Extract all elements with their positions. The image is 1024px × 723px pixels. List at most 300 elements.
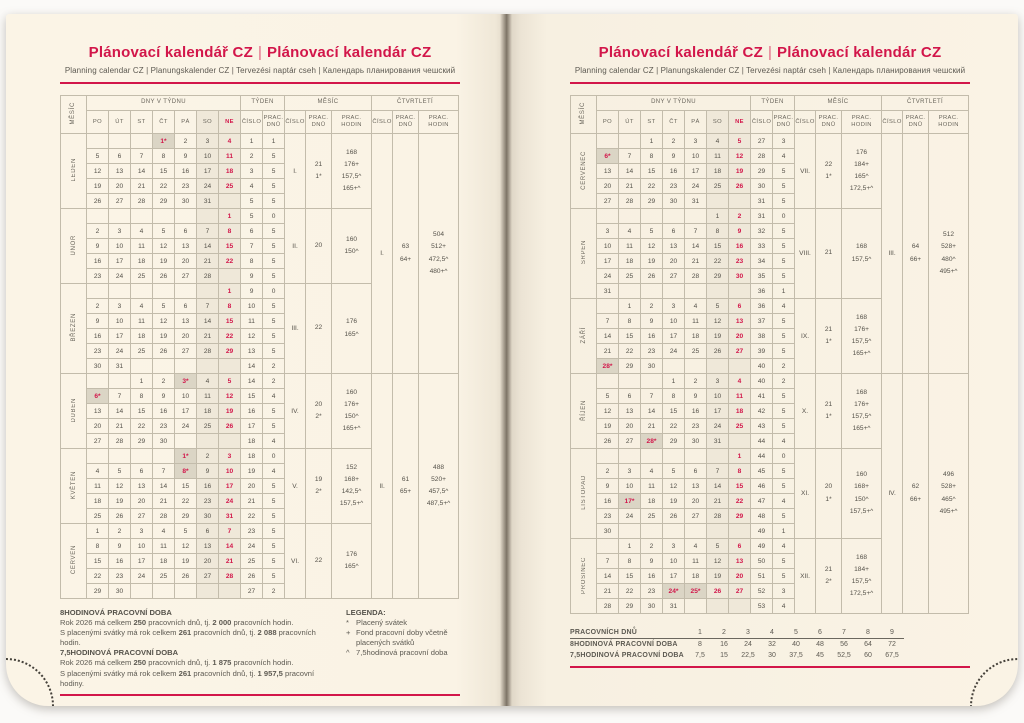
week-number: 37 bbox=[751, 314, 773, 329]
day-cell bbox=[729, 524, 751, 539]
week-workdays: 5 bbox=[263, 554, 285, 569]
day-cell: 7 bbox=[685, 224, 707, 239]
day-cell: 25 bbox=[619, 269, 641, 284]
week-workdays: 4 bbox=[773, 149, 795, 164]
day-cell: 13 bbox=[729, 554, 751, 569]
month-hours: 160 176+ 150^ 165+^ bbox=[332, 374, 372, 449]
week-number: 41 bbox=[751, 389, 773, 404]
day-of-week-header: NE bbox=[729, 111, 751, 134]
week-workdays: 2 bbox=[263, 584, 285, 599]
day-cell: 22 bbox=[619, 584, 641, 599]
day-cell: 6 bbox=[109, 149, 131, 164]
month-name: KVĚTEN bbox=[61, 449, 87, 524]
day-cell: 17 bbox=[109, 329, 131, 344]
day-cell: 23 bbox=[729, 254, 751, 269]
header-rule bbox=[570, 82, 970, 84]
day-cell: 30 bbox=[641, 359, 663, 374]
day-cell: 17 bbox=[663, 569, 685, 584]
week-number: 3 bbox=[241, 164, 263, 179]
week-number: 44 bbox=[751, 449, 773, 464]
day-cell: 29 bbox=[663, 434, 685, 449]
day-cell: 26 bbox=[153, 344, 175, 359]
sub-column-header: PRAC. HODIN bbox=[419, 111, 459, 134]
week-number: 28 bbox=[751, 149, 773, 164]
month-name: ČERVENEC bbox=[571, 134, 597, 209]
week-number: 24 bbox=[241, 539, 263, 554]
day-cell: 3* bbox=[175, 374, 197, 389]
day-cell: 30 bbox=[87, 359, 109, 374]
day-cell bbox=[153, 209, 175, 224]
day-cell: 27 bbox=[619, 434, 641, 449]
day-cell: 10 bbox=[663, 314, 685, 329]
col-header-days: DNY V TÝDNU bbox=[87, 96, 241, 111]
month-name: SRPEN bbox=[571, 209, 597, 299]
worktime-note-line: S placenými svátky má rok celkem 261 pracovních dnů, tj. 1 957,5 pracovní hodiny. bbox=[60, 668, 315, 688]
week-number: 53 bbox=[751, 599, 773, 614]
day-cell bbox=[707, 284, 729, 299]
day-cell: 16 bbox=[641, 329, 663, 344]
day-cell: 8 bbox=[87, 539, 109, 554]
day-cell: 30 bbox=[175, 194, 197, 209]
week-workdays: 4 bbox=[773, 434, 795, 449]
day-cell bbox=[685, 284, 707, 299]
week-workdays: 5 bbox=[263, 569, 285, 584]
day-cell bbox=[707, 524, 729, 539]
day-cell: 9 bbox=[663, 149, 685, 164]
day-cell bbox=[597, 539, 619, 554]
day-cell bbox=[597, 374, 619, 389]
day-cell: 18 bbox=[619, 254, 641, 269]
day-cell: 18 bbox=[131, 329, 153, 344]
day-cell: 31 bbox=[197, 194, 219, 209]
col-header-month: MĚSÍC bbox=[795, 96, 882, 111]
col-header-tyden: TÝDEN bbox=[751, 96, 795, 111]
day-cell: 4 bbox=[197, 374, 219, 389]
day-cell: 26 bbox=[87, 194, 109, 209]
day-cell: 19 bbox=[219, 404, 241, 419]
day-cell: 16 bbox=[597, 494, 619, 509]
day-cell bbox=[153, 449, 175, 464]
summary-value: 22,5 bbox=[741, 652, 755, 659]
day-cell: 10 bbox=[109, 239, 131, 254]
day-cell bbox=[175, 284, 197, 299]
week-workdays: 5 bbox=[773, 329, 795, 344]
day-cell: 23 bbox=[663, 179, 685, 194]
quarter-number: I. bbox=[372, 134, 393, 374]
day-cell bbox=[729, 194, 751, 209]
month-hours: 168 184+ 157,5^ 172,5+^ bbox=[842, 539, 882, 614]
day-cell bbox=[707, 449, 729, 464]
day-cell bbox=[87, 284, 109, 299]
week-number: 14 bbox=[241, 374, 263, 389]
day-cell: 6 bbox=[175, 224, 197, 239]
day-cell: 25 bbox=[641, 509, 663, 524]
month-name: DUBEN bbox=[61, 374, 87, 449]
day-cell bbox=[707, 359, 729, 374]
day-cell: 1 bbox=[87, 524, 109, 539]
day-cell: 26 bbox=[109, 509, 131, 524]
sub-column-header: PRAC. DNŮ bbox=[903, 111, 929, 134]
day-cell: 14 bbox=[707, 479, 729, 494]
day-cell: 23 bbox=[87, 269, 109, 284]
week-workdays: 5 bbox=[773, 464, 795, 479]
day-cell: 7 bbox=[619, 149, 641, 164]
day-cell: 21 bbox=[707, 494, 729, 509]
summary-value: 8 bbox=[698, 641, 702, 648]
day-cell bbox=[197, 359, 219, 374]
day-cell bbox=[685, 599, 707, 614]
day-cell: 15 bbox=[729, 479, 751, 494]
day-cell: 20 bbox=[729, 329, 751, 344]
day-cell bbox=[219, 194, 241, 209]
week-number: 17 bbox=[241, 419, 263, 434]
day-cell: 14 bbox=[197, 239, 219, 254]
day-cell bbox=[685, 209, 707, 224]
day-cell: 30 bbox=[109, 584, 131, 599]
day-of-week-header: PÁ bbox=[175, 111, 197, 134]
day-cell: 27 bbox=[109, 194, 131, 209]
day-cell: 5 bbox=[87, 149, 109, 164]
day-cell: 6 bbox=[131, 464, 153, 479]
day-cell: 30 bbox=[729, 269, 751, 284]
week-number: 50 bbox=[751, 554, 773, 569]
day-cell: 26 bbox=[641, 269, 663, 284]
day-cell: 2 bbox=[87, 299, 109, 314]
sub-column-header: PRAC. HODIN bbox=[332, 111, 372, 134]
day-cell: 30 bbox=[597, 524, 619, 539]
week-workdays: 2 bbox=[773, 359, 795, 374]
day-cell: 7 bbox=[153, 464, 175, 479]
day-cell: 23 bbox=[109, 569, 131, 584]
legend-item bbox=[346, 648, 460, 658]
week-workdays: 5 bbox=[263, 344, 285, 359]
day-of-week-header: ÚT bbox=[109, 111, 131, 134]
sub-column-header: PRAC. DNŮ bbox=[306, 111, 332, 134]
day-cell: 30 bbox=[685, 434, 707, 449]
day-of-week-header: PO bbox=[87, 111, 109, 134]
day-cell: 24 bbox=[109, 269, 131, 284]
day-cell: 27 bbox=[175, 269, 197, 284]
day-cell: 23 bbox=[175, 179, 197, 194]
summary-value: 45 bbox=[816, 652, 824, 659]
title-left: Plánovací kalendář CZ bbox=[598, 44, 763, 61]
week-number: 27 bbox=[751, 134, 773, 149]
day-cell: 16 bbox=[153, 404, 175, 419]
title-separator: | bbox=[767, 44, 773, 61]
day-cell: 29 bbox=[619, 599, 641, 614]
day-cell: 25 bbox=[219, 179, 241, 194]
day-cell bbox=[153, 584, 175, 599]
day-cell: 31 bbox=[597, 284, 619, 299]
sub-column-header: ČÍSLO bbox=[882, 111, 903, 134]
day-cell: 19 bbox=[175, 554, 197, 569]
day-cell: 24 bbox=[685, 179, 707, 194]
legend-symbol: * bbox=[346, 618, 349, 628]
day-cell: 5 bbox=[153, 299, 175, 314]
day-cell: 28 bbox=[197, 344, 219, 359]
header-rule bbox=[60, 82, 460, 84]
week-number: 22 bbox=[241, 509, 263, 524]
day-cell: 15 bbox=[219, 314, 241, 329]
day-cell: 29 bbox=[87, 584, 109, 599]
worktime-note-title: 7,5HODINOVÁ PRACOVNÍ DOBA bbox=[60, 648, 179, 658]
day-cell: 23 bbox=[597, 509, 619, 524]
day-cell bbox=[641, 524, 663, 539]
day-cell: 17 bbox=[109, 254, 131, 269]
day-cell: 3 bbox=[663, 299, 685, 314]
day-cell: 11 bbox=[153, 539, 175, 554]
day-cell: 5 bbox=[175, 524, 197, 539]
corner-perforation-right bbox=[970, 658, 1018, 706]
day-cell: 6 bbox=[729, 299, 751, 314]
title-right: Plánovací kalendár CZ bbox=[777, 44, 942, 61]
day-cell: 13 bbox=[197, 539, 219, 554]
calendar-table-jan-jun bbox=[60, 95, 459, 599]
summary-label: PRACOVNÍCH DNŮ bbox=[570, 627, 688, 639]
day-cell: 11 bbox=[707, 149, 729, 164]
day-cell: 5 bbox=[729, 134, 751, 149]
month-name: ŘÍJEN bbox=[571, 374, 597, 449]
week-workdays: 5 bbox=[773, 509, 795, 524]
day-cell: 11 bbox=[685, 314, 707, 329]
day-cell: 2 bbox=[685, 374, 707, 389]
day-cell: 26 bbox=[663, 509, 685, 524]
month-hours: 160 168+ 150^ 157,5+^ bbox=[842, 449, 882, 539]
day-cell: 17 bbox=[175, 404, 197, 419]
sub-column-header: ČÍSLO bbox=[795, 111, 816, 134]
day-cell: 31 bbox=[663, 599, 685, 614]
week-workdays: 5 bbox=[773, 254, 795, 269]
week-row bbox=[61, 374, 459, 389]
legend bbox=[346, 608, 460, 689]
day-cell: 20 bbox=[597, 179, 619, 194]
day-cell bbox=[663, 209, 685, 224]
day-cell: 8* bbox=[175, 464, 197, 479]
week-workdays: 5 bbox=[263, 539, 285, 554]
day-cell: 13 bbox=[131, 479, 153, 494]
day-cell: 13 bbox=[685, 479, 707, 494]
day-cell: 17 bbox=[131, 554, 153, 569]
day-cell: 24 bbox=[707, 419, 729, 434]
day-cell: 18 bbox=[641, 494, 663, 509]
month-hours: 168 176+ 157,5^ 165+^ bbox=[332, 134, 372, 209]
month-workdays: 19 2* bbox=[306, 449, 332, 524]
day-cell: 19 bbox=[153, 329, 175, 344]
title-right: Plánovací kalendár CZ bbox=[267, 44, 432, 61]
week-number: 30 bbox=[751, 179, 773, 194]
day-cell: 2 bbox=[641, 299, 663, 314]
week-workdays: 4 bbox=[263, 464, 285, 479]
day-cell: 20 bbox=[175, 329, 197, 344]
quarter-number: II. bbox=[372, 374, 393, 599]
week-number: 19 bbox=[241, 464, 263, 479]
day-cell: 28 bbox=[707, 509, 729, 524]
day-of-week-header: NE bbox=[219, 111, 241, 134]
week-number: 51 bbox=[751, 569, 773, 584]
week-number: 11 bbox=[241, 314, 263, 329]
day-cell: 14 bbox=[597, 329, 619, 344]
month-hours: 152 168+ 142,5^ 157,5+^ bbox=[332, 449, 372, 524]
day-cell: 27 bbox=[197, 569, 219, 584]
day-cell: 25* bbox=[685, 584, 707, 599]
day-cell: 5 bbox=[707, 539, 729, 554]
day-cell: 18 bbox=[729, 404, 751, 419]
day-cell: 22 bbox=[219, 254, 241, 269]
sub-column-header: PRAC. DNŮ bbox=[263, 111, 285, 134]
summary-value: 60 bbox=[864, 652, 872, 659]
week-workdays: 1 bbox=[773, 284, 795, 299]
day-cell: 20 bbox=[685, 494, 707, 509]
week-workdays: 4 bbox=[773, 494, 795, 509]
week-number: 31 bbox=[751, 209, 773, 224]
quarter-workdays: 64 66+ bbox=[903, 134, 929, 374]
week-workdays: 3 bbox=[773, 584, 795, 599]
day-cell: 22 bbox=[219, 329, 241, 344]
day-cell bbox=[109, 449, 131, 464]
day-cell bbox=[197, 209, 219, 224]
day-cell: 25 bbox=[729, 419, 751, 434]
day-cell: 15 bbox=[663, 404, 685, 419]
day-cell bbox=[619, 524, 641, 539]
day-cell: 20 bbox=[109, 179, 131, 194]
month-number: IX. bbox=[795, 299, 816, 374]
day-cell: 5 bbox=[109, 464, 131, 479]
quarter-hours: 488 520+ 457,5^ 487,5+^ bbox=[419, 374, 459, 599]
month-hours: 160 150^ bbox=[332, 209, 372, 284]
day-cell: 10 bbox=[175, 389, 197, 404]
day-cell: 13 bbox=[619, 404, 641, 419]
month-number: IV. bbox=[285, 374, 306, 449]
day-cell: 28 bbox=[597, 599, 619, 614]
day-cell: 21 bbox=[597, 584, 619, 599]
week-number: 34 bbox=[751, 254, 773, 269]
col-header-days: DNY V TÝDNU bbox=[597, 96, 751, 111]
day-cell: 24 bbox=[619, 509, 641, 524]
day-cell: 19 bbox=[87, 179, 109, 194]
calendar-table-jul-dec bbox=[570, 95, 969, 614]
day-cell bbox=[663, 284, 685, 299]
day-cell bbox=[729, 359, 751, 374]
week-number: 4 bbox=[241, 179, 263, 194]
week-workdays: 4 bbox=[773, 599, 795, 614]
day-cell: 26 bbox=[219, 419, 241, 434]
day-cell: 31 bbox=[109, 359, 131, 374]
day-cell: 28* bbox=[641, 434, 663, 449]
summary-value: 24 bbox=[744, 641, 752, 648]
page-subtitle: Planning calendar CZ | Planungskalender CZ | Tervezési naptár cseh | Календарь планирования чешский bbox=[574, 66, 966, 75]
week-workdays: 5 bbox=[773, 194, 795, 209]
day-cell: 26 bbox=[597, 434, 619, 449]
day-cell: 21 bbox=[219, 554, 241, 569]
day-cell: 4 bbox=[685, 299, 707, 314]
sub-column-header: ČÍSLO bbox=[751, 111, 773, 134]
week-number: 29 bbox=[751, 164, 773, 179]
day-cell: 10 bbox=[131, 539, 153, 554]
month-hours: 176 165^ bbox=[332, 284, 372, 374]
day-cell: 12 bbox=[707, 554, 729, 569]
day-cell: 7 bbox=[197, 299, 219, 314]
week-workdays: 5 bbox=[263, 194, 285, 209]
day-cell: 23 bbox=[197, 494, 219, 509]
sub-column-header: ČÍSLO bbox=[372, 111, 393, 134]
month-number: V. bbox=[285, 449, 306, 524]
day-cell: 2 bbox=[641, 539, 663, 554]
day-cell: 29 bbox=[153, 194, 175, 209]
day-cell: 22 bbox=[153, 179, 175, 194]
day-cell: 3 bbox=[131, 524, 153, 539]
week-workdays: 5 bbox=[263, 254, 285, 269]
month-hours: 176 165^ bbox=[332, 524, 372, 599]
day-cell: 9 bbox=[641, 314, 663, 329]
week-workdays: 5 bbox=[263, 269, 285, 284]
day-cell: 1 bbox=[641, 134, 663, 149]
month-hours: 168 157,5^ bbox=[842, 209, 882, 299]
day-cell: 6 bbox=[619, 389, 641, 404]
day-cell: 9 bbox=[87, 239, 109, 254]
summary-value: 56 bbox=[840, 641, 848, 648]
day-cell: 3 bbox=[219, 449, 241, 464]
day-cell: 18 bbox=[685, 329, 707, 344]
day-cell bbox=[597, 299, 619, 314]
month-workdays: 21 bbox=[816, 209, 842, 299]
day-cell: 2 bbox=[597, 464, 619, 479]
day-cell: 21 bbox=[131, 179, 153, 194]
week-workdays: 2 bbox=[263, 374, 285, 389]
day-cell bbox=[109, 284, 131, 299]
day-of-week-header: ČT bbox=[153, 111, 175, 134]
week-number: 5 bbox=[241, 194, 263, 209]
day-cell bbox=[131, 449, 153, 464]
day-cell: 24 bbox=[219, 494, 241, 509]
day-cell: 22 bbox=[87, 569, 109, 584]
day-cell: 1 bbox=[219, 284, 241, 299]
day-cell bbox=[175, 434, 197, 449]
day-cell: 9 bbox=[597, 479, 619, 494]
quarter-workdays: 63 64+ bbox=[393, 134, 419, 374]
week-workdays: 5 bbox=[263, 479, 285, 494]
week-number: 2 bbox=[241, 149, 263, 164]
month-number: II. bbox=[285, 209, 306, 284]
day-cell: 29 bbox=[707, 269, 729, 284]
day-cell: 18 bbox=[707, 164, 729, 179]
week-number: 46 bbox=[751, 479, 773, 494]
page-subtitle: Planning calendar CZ | Planungskalender CZ | Tervezési naptár cseh | Календарь планирования чешский bbox=[64, 66, 456, 75]
day-cell: 12 bbox=[729, 149, 751, 164]
page-right bbox=[506, 14, 1018, 706]
day-cell bbox=[663, 449, 685, 464]
week-number: 49 bbox=[751, 539, 773, 554]
day-cell: 12 bbox=[707, 314, 729, 329]
day-cell: 4 bbox=[87, 464, 109, 479]
day-cell: 7 bbox=[597, 554, 619, 569]
day-cell: 15 bbox=[153, 164, 175, 179]
day-cell: 21 bbox=[597, 344, 619, 359]
day-cell: 1 bbox=[663, 374, 685, 389]
summary-value: 40 bbox=[792, 641, 800, 648]
day-cell bbox=[685, 524, 707, 539]
week-number: 36 bbox=[751, 299, 773, 314]
week-number: 23 bbox=[241, 524, 263, 539]
week-number: 12 bbox=[241, 329, 263, 344]
day-cell: 29 bbox=[131, 434, 153, 449]
day-cell: 16 bbox=[685, 404, 707, 419]
day-cell: 22 bbox=[619, 344, 641, 359]
day-cell: 2 bbox=[175, 134, 197, 149]
week-workdays: 5 bbox=[773, 164, 795, 179]
sub-column-header: PRAC. HODIN bbox=[929, 111, 969, 134]
week-number: 14 bbox=[241, 359, 263, 374]
day-cell: 24 bbox=[109, 344, 131, 359]
